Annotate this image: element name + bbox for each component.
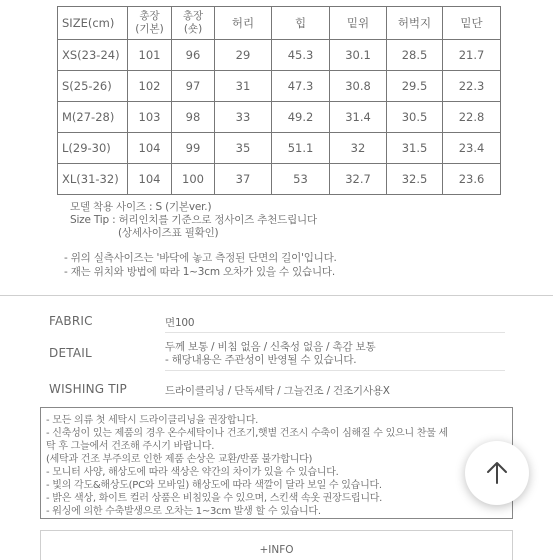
measurement-cell: 100 <box>172 164 215 195</box>
size-table-header-row <box>58 7 501 40</box>
size-label-cell: M(27-28) <box>58 102 128 133</box>
measurement-cell: 98 <box>172 102 215 133</box>
size-table-header-cell <box>272 7 330 40</box>
measurement-cell: 35 <box>215 133 272 164</box>
size-label-cell: XS(23-24) <box>58 40 128 71</box>
spec-divider <box>165 370 505 371</box>
detail-label: DETAIL <box>49 346 92 360</box>
size-table-body <box>58 40 501 195</box>
measurement-cell: 22.3 <box>443 71 501 102</box>
measurement-cell: 97 <box>172 71 215 102</box>
header-label: 허리 <box>231 15 255 30</box>
fabric-value: 면100 <box>165 317 195 329</box>
measurement-cell: 23.6 <box>443 164 501 195</box>
measurement-cell: 30.8 <box>330 71 387 102</box>
measurement-cell: 104 <box>128 164 172 195</box>
measurement-cell: 30.1 <box>330 40 387 71</box>
section-divider <box>0 295 553 296</box>
notice-line: (세탁과 건조 부주의로 인한 제품 손상은 교환/반품 불가합니다) <box>46 454 313 465</box>
care-notice-box <box>40 407 513 519</box>
model-size-text: 모델 착용 사이즈 : S (기본ver.) <box>70 201 212 213</box>
measure-note: - 위의 실측사이즈는 '바닥에 놓고 측정된 단면의 길이'입니다. <box>64 252 337 264</box>
measurement-cell: 47.3 <box>272 71 330 102</box>
measurement-cell: 96 <box>172 40 215 71</box>
measurement-cell: 102 <box>128 71 172 102</box>
size-label-cell: L(29-30) <box>58 133 128 164</box>
measurement-cell: 21.7 <box>443 40 501 71</box>
size-table-header-cell <box>443 7 501 40</box>
notice-line: - 모니터 사양, 해상도에 따라 색상은 약간의 차이가 있을 수 있습니다. <box>46 467 339 478</box>
arrow-up-icon <box>486 461 508 485</box>
measure-note: - 재는 위치와 방법에 따라 1~3cm 오차가 있을 수 있습니다. <box>64 266 335 278</box>
size-table-header-cell <box>330 7 387 40</box>
size-table <box>57 6 501 195</box>
measurement-cell: 45.3 <box>272 40 330 71</box>
measurement-cell: 103 <box>128 102 172 133</box>
measurement-cell: 104 <box>128 133 172 164</box>
size-row <box>58 102 501 133</box>
info-toggle-button[interactable] <box>40 530 513 560</box>
measurement-cell: 31.5 <box>387 133 443 164</box>
notice-line: - 워싱에 의한 수축발생으로 오차는 1~3cm 발생 할 수 있습니다. <box>46 506 321 517</box>
size-row <box>58 71 501 102</box>
notice-line: - 밝은 색상, 화이트 컬러 상품은 비침있을 수 있으며, 스킨색 속옷 권장드립니다. <box>46 493 383 504</box>
measurement-cell: 99 <box>172 133 215 164</box>
size-tip-sub-text: (상세사이즈표 필확인) <box>118 227 219 239</box>
detail-value: 두께 보통 / 비침 없음 / 신축성 없음 / 촉감 보통 <box>165 341 376 353</box>
size-tip-text: Size Tip : 허리인치를 기준으로 정사이즈 추천드립니다 <box>70 214 317 226</box>
measurement-cell: 22.8 <box>443 102 501 133</box>
header-label: 힙 <box>294 15 307 30</box>
scroll-to-top-button[interactable] <box>465 441 529 505</box>
header-label: 허벅지 <box>397 15 432 30</box>
size-label-cell: S(25-26) <box>58 71 128 102</box>
header-label: 총장 <box>182 10 204 22</box>
measurement-cell: 32.7 <box>330 164 387 195</box>
measurement-cell: 32 <box>330 133 387 164</box>
header-label: 총장 <box>139 10 160 22</box>
measurement-cell: 51.1 <box>272 133 330 164</box>
measurement-cell: 30.5 <box>387 102 443 133</box>
header-sublabel: (기본) <box>135 23 164 35</box>
header-label: 밑위 <box>346 15 370 30</box>
size-label-cell: XL(31-32) <box>58 164 128 195</box>
notice-line: - 모든 의류 첫 세탁시 드라이클리닝을 권장합니다. <box>46 415 259 426</box>
measurement-cell: 29.5 <box>387 71 443 102</box>
measurement-cell: 31 <box>215 71 272 102</box>
size-row <box>58 133 501 164</box>
measurement-cell: 31.4 <box>330 102 387 133</box>
header-sublabel: (숏) <box>183 23 203 35</box>
notice-line: 탁 후 그늘에서 건조해 주시기 바랍니다. <box>46 441 215 452</box>
size-table-header-cell <box>387 7 443 40</box>
size-table-header-cell <box>128 7 172 40</box>
spec-divider <box>165 332 505 333</box>
measurement-cell: 53 <box>272 164 330 195</box>
measurement-cell: 33 <box>215 102 272 133</box>
measurement-cell: 32.5 <box>387 164 443 195</box>
notice-line: - 신축성이 있는 제품의 경우 온수세탁이나 건조기,햇볕 건조시 수축이 심해질 수 있으니 찬물 세 <box>46 428 448 439</box>
header-label: SIZE(cm) <box>62 15 115 30</box>
size-row <box>58 164 501 195</box>
size-row <box>58 40 501 71</box>
wishing-tip-value: 드라이클리닝 / 단독세탁 / 그늘건조 / 건조기사용X <box>165 385 390 397</box>
size-table-header-cell <box>58 7 128 40</box>
size-table-header-cell <box>215 7 272 40</box>
size-table-header-cell <box>172 7 215 40</box>
detail-value-note: - 해당내용은 주관성이 반영될 수 있습니다. <box>165 354 357 366</box>
header-label: 밑단 <box>460 15 483 30</box>
measurement-cell: 23.4 <box>443 133 501 164</box>
fabric-label: FABRIC <box>49 314 93 328</box>
notice-line: - 빛의 각도&해상도(PC와 모바일) 해상도에 따라 색깔이 달라 보일 수 있습니다. <box>46 480 382 491</box>
measurement-cell: 49.2 <box>272 102 330 133</box>
measurement-cell: 28.5 <box>387 40 443 71</box>
wishing-tip-label: WISHING TIP <box>49 382 127 396</box>
measurement-cell: 101 <box>128 40 172 71</box>
measurement-cell: 29 <box>215 40 272 71</box>
measurement-cell: 37 <box>215 164 272 195</box>
info-toggle-label: +INFO <box>259 544 294 556</box>
